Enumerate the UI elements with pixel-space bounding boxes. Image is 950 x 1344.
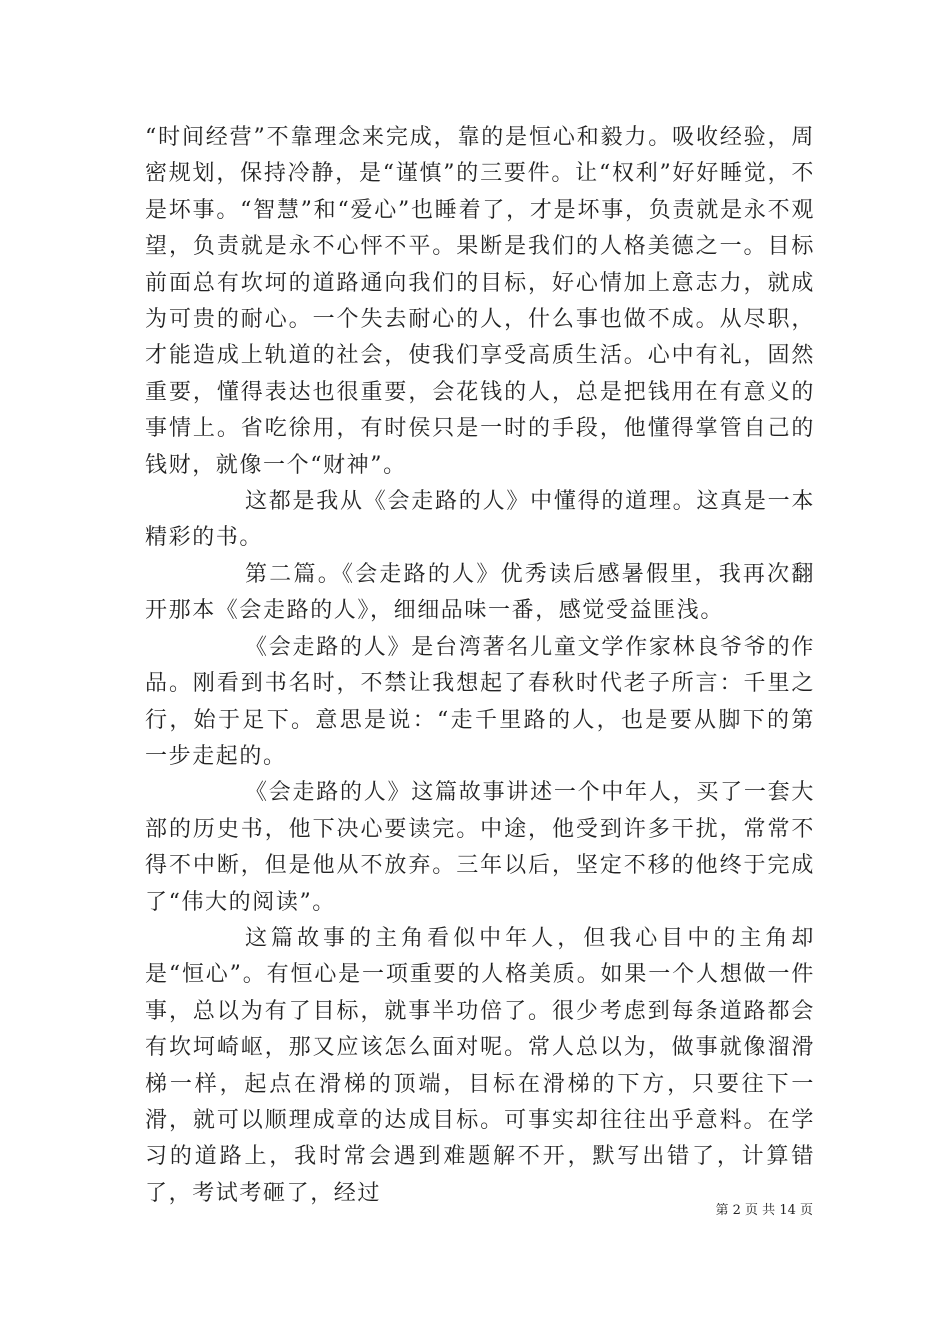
page-number-footer: 第 2 页 共 14 页 — [715, 1203, 813, 1218]
paragraph: 《会走路的人》这篇故事讲述一个中年人，买了一套大部的历史书，他下决心要读完。中途，他受到许多干扰，常常不得不中断，但是他从不放弃。三年以后，坚定不移的他终于完成了“伟大的阅读”。 — [145, 780, 815, 915]
paragraph: 这篇故事的主角看似中年人，但我心目中的主角却是“恒心”。有恒心是一项重要的人格美质。如果一个人想做一件事，总以为有了目标，就事半功倍了。很少考虑到每条道路都会有坎坷崎岖，那又应该怎么面对呢。常人总以为，做事就像溜滑梯一样，起点在滑梯的顶端，目标在滑梯的下方，只要往下一滑，就可以顺理成章的达成目标。可事实却往往出乎意料。在学习的道路上，我时常会遇到难题解不开，默写出错了，计算错了，考试考砸了，经过 — [145, 925, 815, 1206]
paragraph: 第二篇。《会走路的人》优秀读后感暑假里，我再次翻开那本《会走路的人》，细细品味一番，感觉受益匪浅。 — [145, 561, 815, 624]
body-text — [145, 120, 815, 1212]
paragraph: 这都是我从《会走路的人》中懂得的道理。这真是一本精彩的书。 — [145, 489, 815, 551]
paragraph: “时间经营”不靠理念来完成，靠的是恒心和毅力。吸收经验，周密规划，保持冷静，是“谨慎”的三要件。让“权利”好好睡觉，不是坏事。“智慧”和“爱心”也睡着了，才是坏事，负责就是永不观望，负责就是永不心怦不平。果断是我们的人格美德之一。目标前面总有坎坷的道路通向我们的目标，好心情加上意志力，就成为可贵的耐心。一个失去耐心的人，什么事也做不成。从尽职，才能造成上轨道的社会，使我们享受高质生活。心中有礼，固然重要，懂得表达也很重要，会花钱的人，总是把钱用在有意义的事情上。省吃徐用，有时侯只是一时的手段，他懂得掌管自己的钱财，就像一个“财神”。 — [145, 125, 815, 478]
paragraph: 《会走路的人》是台湾著名儿童文学作家林良爷爷的作品。刚看到书名时，不禁让我想起了春秋时代老子所言：千里之行，始于足下。意思是说：“走千里路的人，也是要从脚下的第一步走起的。 — [145, 634, 815, 769]
